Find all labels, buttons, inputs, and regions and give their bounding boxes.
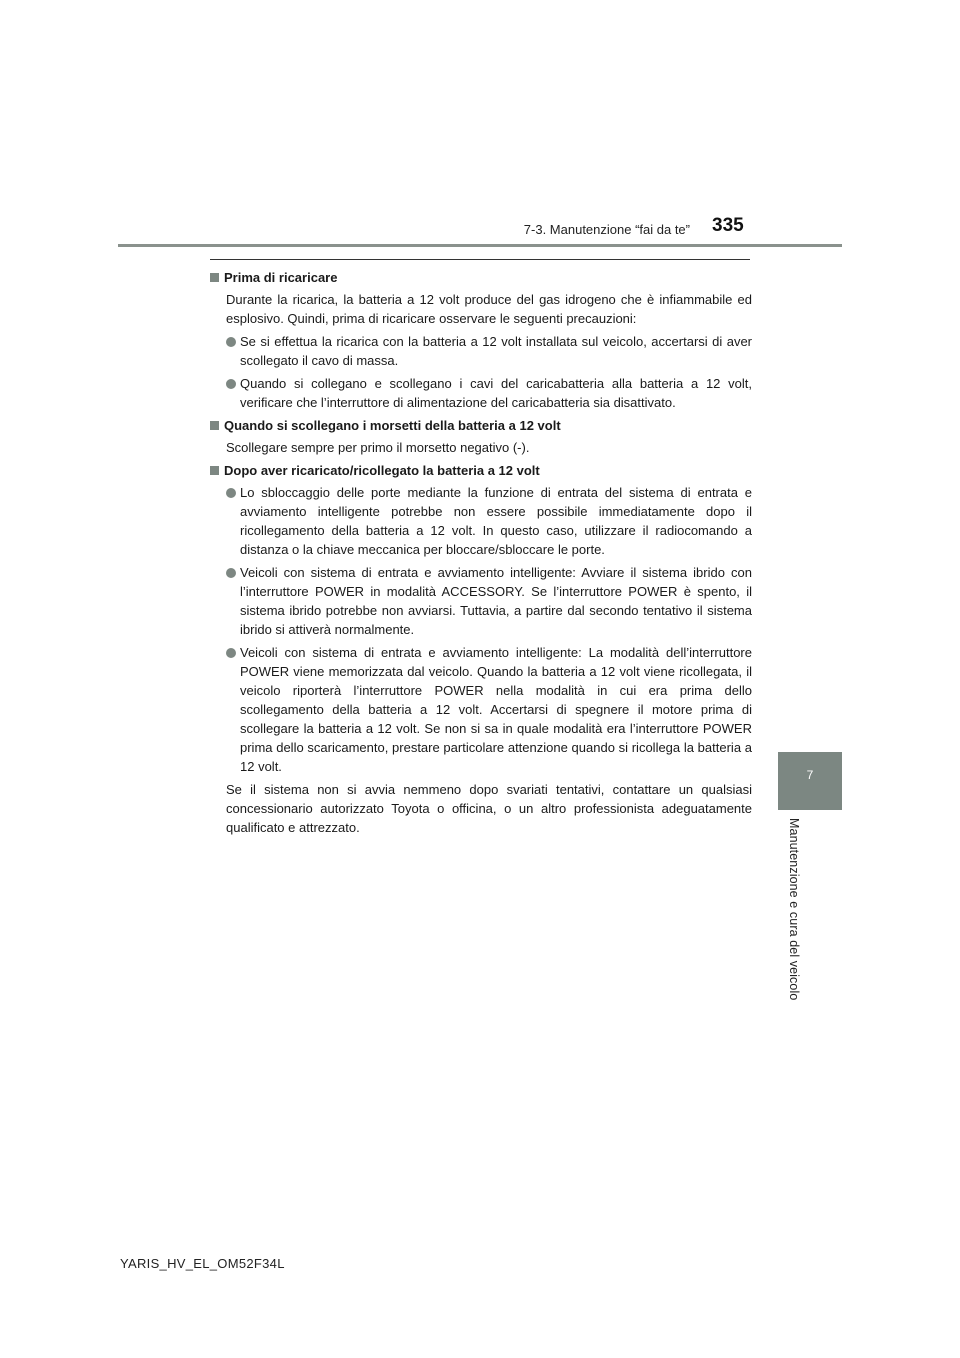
section-title — [210, 461, 752, 480]
section-square-icon — [210, 421, 219, 430]
bullet-item — [226, 374, 752, 412]
section-title — [210, 416, 752, 435]
bullet-circle-icon — [226, 568, 236, 578]
chapter-tab-number: 7 — [806, 768, 814, 782]
chapter-reference: 7-3. Manutenzione “fai da te” — [523, 222, 690, 237]
bullet-circle-icon — [226, 648, 236, 658]
closing-paragraph: Se il sistema non si avvia nemmeno dopo svariati tentativi, contattare un qualsiasi concessionario autorizzato Toyota o officina, o un altro professionista adeguatamente qualificato e attrezzato. — [226, 782, 752, 835]
bullet-text: Se si effettua la ricarica con la batteria a 12 volt installata sul veicolo, accertarsi di aver scollegato il cavo di massa. — [240, 334, 752, 368]
bullet-item — [226, 563, 752, 639]
page-content — [210, 268, 752, 841]
bullet-text: Quando si collegano e scollegano i cavi del caricabatteria alla batteria a 12 volt, verificare che l’interruttore di alimentazione del caricabatteria sia disattivato. — [240, 376, 752, 410]
bullet-circle-icon — [226, 379, 236, 389]
section-square-icon — [210, 466, 219, 475]
chapter-tab-title: Manutenzione e cura del veicolo — [787, 818, 801, 1001]
bullet-circle-icon — [226, 488, 236, 498]
bullet-item — [226, 483, 752, 559]
section-title-text: Quando si scollegano i morsetti della batteria a 12 volt — [224, 418, 561, 433]
bullet-text: Lo sbloccaggio delle porte mediante la funzione di entrata del sistema di entrata e avviamento intelligente potrebbe non essere possibile immediatamente dopo il ricollegamento della batteria a 12 volt. In questo caso, utilizzare il radiocomando a distanza o la chiave meccanica per bloccare/sbloccare le porte. — [240, 485, 752, 557]
section-title-text: Prima di ricaricare — [224, 270, 338, 285]
bullet-item — [226, 643, 752, 776]
section-paragraph: Durante la ricarica, la batteria a 12 volt produce del gas idrogeno che è infiammabile ed esplosivo. Quindi, prima di ricaricare osservare le seguenti precauzioni: — [226, 292, 752, 326]
chapter-tab-label — [778, 810, 808, 1040]
document-code: YARIS_HV_EL_OM52F34L — [120, 1256, 285, 1271]
bullet-text: Veicoli con sistema di entrata e avviamento intelligente: Avviare il sistema ibrido con l’interruttore POWER in modalità ACCESSORY. Se l’interruttore POWER è spento, il sistema ibrido potrebbe non avviarsi. Tuttavia, a partire dal secondo tentativo il sistema ibrido si attiverà normalmente. — [240, 565, 752, 637]
section-square-icon — [210, 273, 219, 282]
content-divider — [210, 259, 750, 260]
page-header — [0, 0, 960, 250]
bullet-text: Veicoli con sistema di entrata e avviamento intelligente: La modalità dell’interruttore POWER viene memorizzata dal veicolo. Quando la batteria a 12 volt viene ricollegata, il veicolo riporterà l’interruttore POWER nella modalità in cui era prima dello scollegamento della batteria a 12 volt. Accertarsi di spegnere il motore prima di scollegare la batteria a 12 volt. Se non si sa in quale modalità era l’interruttore POWER prima dello scaricamento, prestare particolare attenzione quando si ricollega la batteria a 12 volt. — [240, 645, 752, 774]
header-divider — [118, 244, 842, 247]
page-number: 335 — [712, 215, 744, 236]
bullet-item — [226, 332, 752, 370]
section-paragraph: Scollegare sempre per primo il morsetto negativo (-). — [226, 440, 530, 455]
section-title-text: Dopo aver ricaricato/ricollegato la batteria a 12 volt — [224, 463, 540, 478]
bullet-circle-icon — [226, 337, 236, 347]
chapter-tab[interactable] — [778, 752, 842, 810]
section-title — [210, 268, 752, 287]
